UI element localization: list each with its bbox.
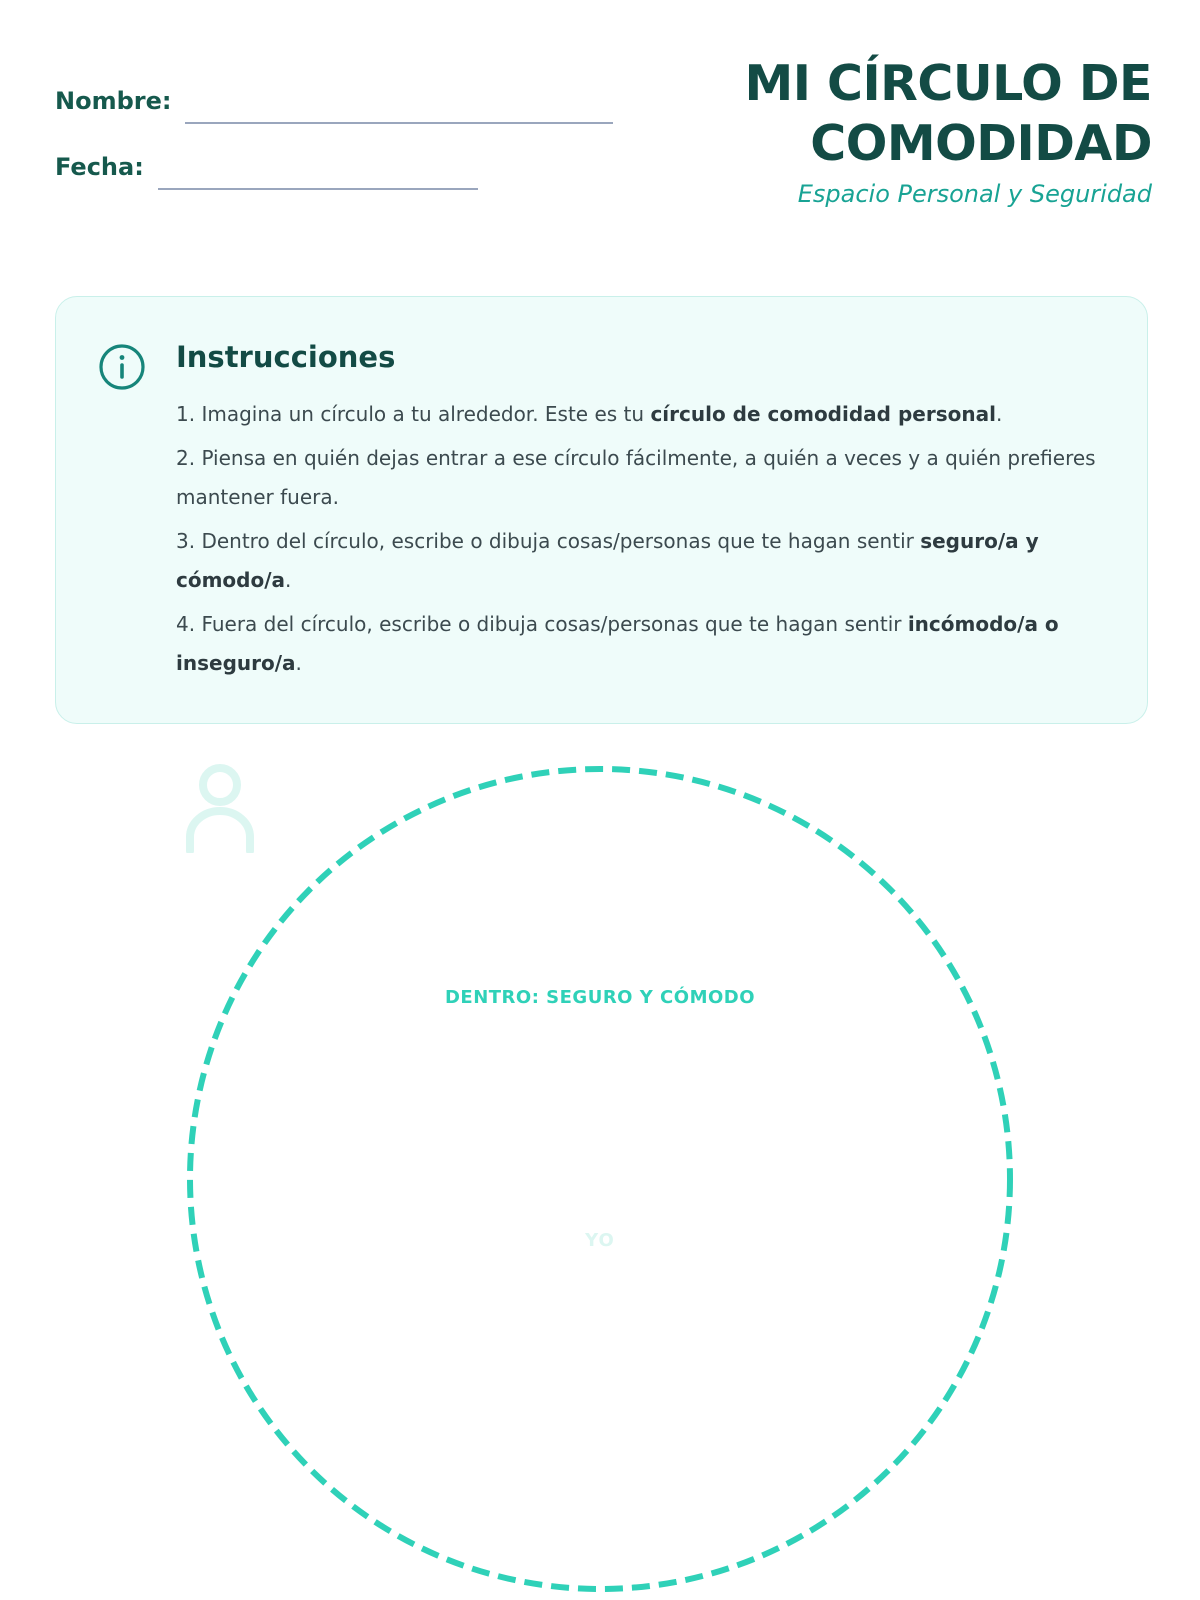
center-label: YO — [585, 1230, 615, 1251]
instruction-1-end: . — [995, 402, 1003, 426]
instruction-2-text: 2. Piensa en quién dejas entrar a ese círculo fácilmente, a quién a veces y a quién prefieres mantener fuera. — [176, 446, 1096, 509]
date-field[interactable] — [55, 152, 478, 182]
instructions-panel — [55, 296, 1148, 724]
worksheet-header — [0, 0, 1200, 260]
info-icon — [98, 343, 146, 391]
page-title-line-2: COMODIDAD — [810, 115, 1152, 172]
instructions-heading: Instrucciones — [176, 340, 396, 374]
page-title-line-1: MI CÍRCULO DE — [744, 55, 1152, 112]
comfort-circle-area[interactable] — [184, 763, 1016, 1595]
instruction-item-2 — [176, 439, 1096, 517]
page-subtitle: Espacio Personal y Seguridad — [797, 180, 1152, 208]
instructions-list — [176, 395, 1096, 683]
name-field[interactable] — [55, 86, 613, 116]
comfort-circle — [184, 763, 1016, 1595]
instruction-4-emphasis: incómodo/a o inseguro/a — [176, 612, 1059, 675]
instruction-4-end: . — [295, 651, 302, 675]
inside-zone-label: DENTRO: SEGURO Y CÓMODO — [444, 987, 756, 1008]
name-label: Nombre: — [55, 87, 172, 115]
person-icon — [184, 763, 256, 853]
name-write-line[interactable] — [185, 94, 613, 124]
instruction-4-text: 4. Fuera del círculo, escribe o dibuja cosas/personas que te hagan sentir — [176, 612, 908, 636]
instruction-1-text: 1. Imagina un círculo a tu alrededor. Este es tu — [176, 402, 651, 426]
instruction-item-1 — [176, 395, 1096, 434]
instruction-item-4 — [176, 605, 1096, 683]
instruction-3-emphasis: seguro/a y cómodo/a — [176, 529, 1039, 592]
instruction-1-emphasis: círculo de comodidad personal — [650, 402, 996, 426]
title-block — [744, 54, 1152, 208]
instruction-3-text: 3. Dentro del círculo, escribe o dibuja cosas/personas que te hagan sentir — [176, 529, 921, 553]
instruction-item-3 — [176, 522, 1096, 600]
instruction-3-end: . — [285, 568, 292, 592]
page-title — [744, 54, 1152, 174]
date-label: Fecha: — [55, 153, 144, 181]
date-write-line[interactable] — [158, 160, 478, 190]
instructions-content — [176, 339, 1096, 688]
